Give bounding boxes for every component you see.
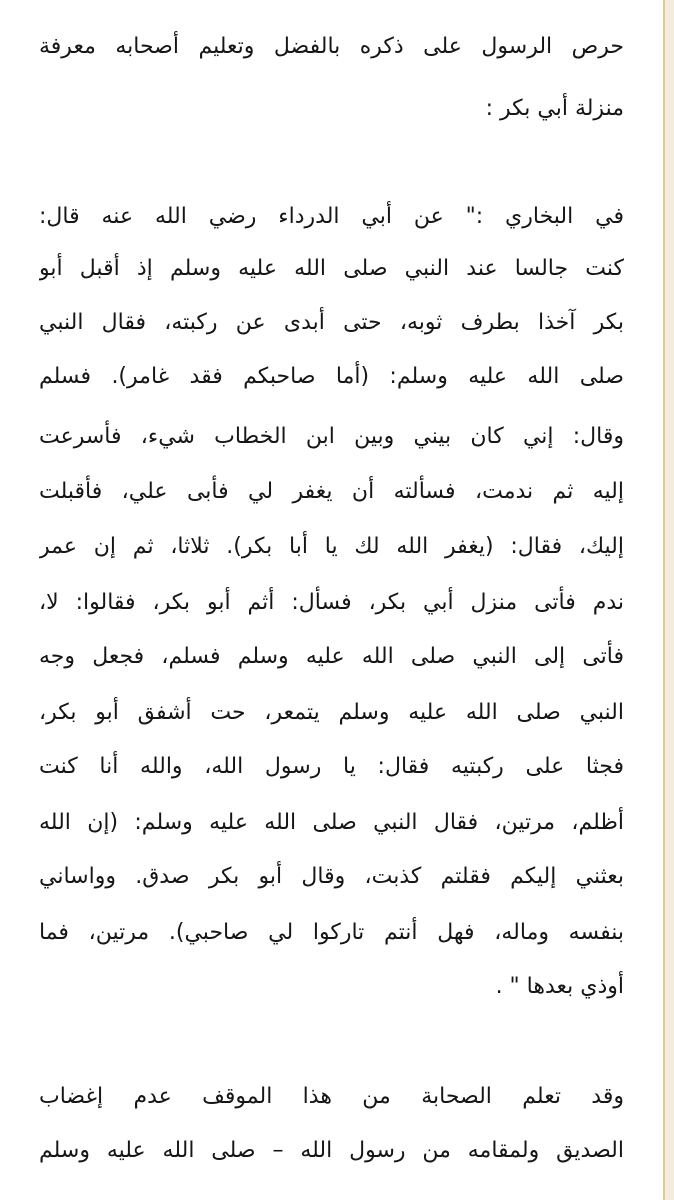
hadith-line-1: في البخاري :" عن أبي الدرداء رضي الله عنه قال: — [39, 204, 624, 229]
hadith-line-11: فجثا على ركبتيه فقال: يا رسول الله، والله أنا كنت — [39, 754, 624, 779]
hadith-line-10: النبي صلى الله عليه وسلم يتمعر، حت أشفق أبو بكر، — [39, 700, 624, 725]
hadith-line-7: إليك، فقال: (يغفر الله لك يا أبا بكر). ثلاثا، ثم إن عمر — [39, 534, 624, 559]
hadith-line-5: وقال: إني كان بيني وبين ابن الخطاب شيء، فأسرعت — [39, 424, 624, 449]
heading-line-2: منزلة أبي بكر : — [485, 96, 624, 121]
hadith-line-15: أوذي بعدها " . — [495, 974, 624, 999]
hadith-line-6: إليه ثم ندمت، فسألته أن يغفر لي فأبى علي، فأقبلت — [39, 479, 624, 504]
hadith-line-8: ندم فأتى منزل أبي بكر، فسأل: أثم أبو بكر، فقالوا: لا، — [39, 590, 624, 615]
hadith-line-2: كنت جالسا عند النبي صلى الله عليه وسلم إذ أقبل أبو — [39, 256, 624, 281]
scroll-edge-strip — [663, 0, 674, 1200]
closing-line-2: الصديق ولمقامه من رسول الله – صلى الله عليه وسلم — [39, 1138, 624, 1163]
hadith-line-14: بنفسه وماله، فهل أنتم تاركوا لي صاحبي). مرتين، فما — [39, 920, 624, 945]
hadith-line-9: فأتى إلى النبي صلى الله عليه وسلم فسلم، فجعل وجه — [39, 644, 624, 669]
hadith-line-4: صلى الله عليه وسلم: (أما صاحبكم فقد غامر). فسلم — [39, 364, 624, 389]
heading-line-1: حرص الرسول على ذكره بالفضل وتعليم أصحابه معرفة — [39, 34, 624, 59]
closing-line-1: وقد تعلم الصحابة من هذا الموقف عدم إغضاب — [39, 1084, 624, 1109]
hadith-line-13: بعثني إليكم فقلتم كذبت، وقال أبو بكر صدق. وواساني — [39, 864, 624, 889]
hadith-line-3: بكر آخذا بطرف ثوبه، حتى أبدى عن ركبته، فقال النبي — [39, 310, 624, 335]
hadith-line-12: أظلم، مرتين، فقال النبي صلى الله عليه وسلم: (إن الله — [39, 810, 624, 835]
